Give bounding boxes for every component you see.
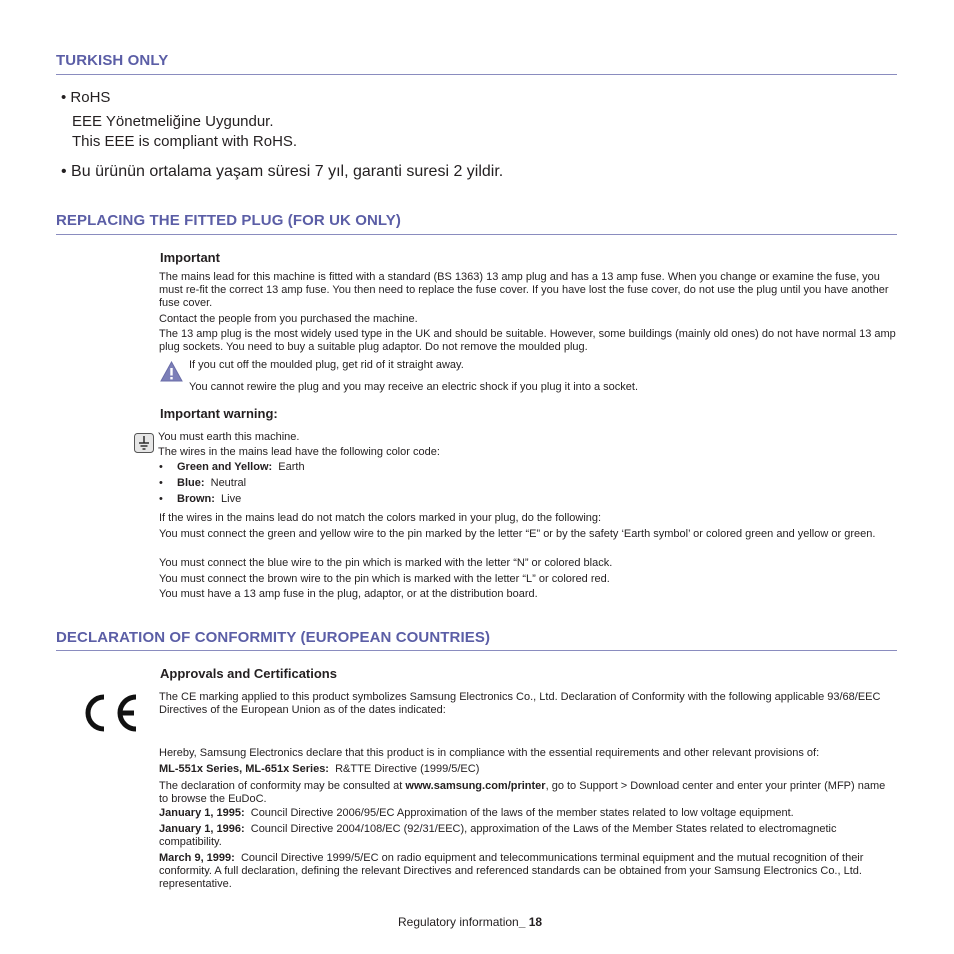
section-heading-uk-plug: REPLACING THE FITTED PLUG (FOR UK ONLY)	[56, 212, 402, 229]
footer-label: Regulatory information	[398, 915, 519, 929]
directive-1995	[159, 807, 897, 820]
wire-value: Earth	[278, 461, 305, 473]
series-value: R&TTE Directive (1999/5/EC)	[335, 763, 480, 775]
bullet-glyph: •	[159, 477, 163, 489]
wire-label: Green and Yellow:	[177, 461, 273, 473]
section-divider	[56, 74, 897, 75]
ce-mark-icon	[80, 692, 140, 734]
bullet-glyph: •	[159, 461, 163, 473]
important-title: Important	[160, 250, 220, 265]
directive-1996	[159, 823, 897, 849]
ce-text: The CE marking applied to this product symbolizes Samsung Electronics Co., Ltd. Declaration of Conformity with the following applicable 93/68/EEC Directives of the European Union as of the dates indicated:	[159, 691, 881, 716]
approvals-title: Approvals and Certifications	[160, 666, 337, 681]
wire-item	[159, 493, 242, 506]
important-warning-title: Important warning:	[160, 406, 278, 421]
hereby-text: Hereby, Samsung Electronics declare that this product is in compliance with the essential requirements and other relevant provisions of:	[159, 747, 820, 759]
directive-date: January 1, 1995:	[159, 807, 245, 819]
samsung-printer-link[interactable]: www.samsung.com/printer	[405, 780, 546, 792]
wire-label: Brown:	[177, 493, 215, 505]
wire-item	[159, 461, 305, 474]
earth-line: You must earth this machine.	[158, 431, 300, 443]
caution-line-1: If you cut off the moulded plug, get rid of it straight away.	[189, 359, 464, 371]
plug-paragraph-2: Contact the people from you purchased the machine.	[159, 313, 418, 325]
wires-intro: The wires in the mains lead have the following color code:	[158, 446, 440, 458]
directive-1999	[159, 852, 897, 891]
directive-date: January 1, 1996:	[159, 823, 245, 835]
page-number: _ 18	[518, 915, 543, 929]
directive-text: Council Directive 2006/95/EC Approximation of the laws of the member states related to low voltage equipment.	[250, 807, 794, 819]
section-heading-conformity: DECLARATION OF CONFORMITY (EUROPEAN COUNTRIES)	[56, 629, 491, 646]
series-line	[159, 763, 897, 776]
plug-paragraph-3: The 13 amp plug is the most widely used type in the UK and should be suitable. However, some buildings (mainly old ones) do not have normal 13 amp plug sockets. You need to buy a suitable plug adaptor. Do not remove the moulded plug.	[159, 328, 896, 353]
caution-icon	[160, 361, 183, 382]
consult-line	[159, 780, 897, 806]
rohs-title: • RoHS	[61, 89, 111, 106]
plug-paragraph-8: You must have a 13 amp fuse in the plug, adaptor, or at the distribution board.	[159, 588, 538, 600]
page-footer	[398, 915, 542, 929]
series-label: ML-551x Series, ML-651x Series:	[159, 763, 329, 775]
wire-value: Neutral	[210, 477, 247, 489]
plug-paragraph-1: The mains lead for this machine is fitted with a standard (BS 1363) 13 amp plug and has a 13 amp fuse. When you change or examine the fuse, you must re-fit the correct 13 amp fuse. You then need to replace the fuse cover. If you have lost the fuse cover, do not use the plug until you have another fuse cover.	[159, 271, 889, 309]
bullet-glyph: •	[159, 493, 163, 505]
section-heading-turkish: TURKISH ONLY	[56, 52, 169, 69]
caution-line-2: You cannot rewire the plug and you may receive an electric shock if you plug it into a socket.	[189, 381, 639, 393]
rohs-line-turkish: EEE Yönetmeliğine Uygundur.	[72, 113, 274, 130]
directive-date: March 9, 1999:	[159, 852, 235, 864]
wire-label: Blue:	[177, 477, 205, 489]
lifetime-statement: • Bu ürünün ortalama yaşam süresi 7 yıl, garanti suresi 2 yildir.	[61, 163, 504, 180]
plug-paragraph-6: You must connect the blue wire to the pin which is marked with the letter “N” or colored black.	[159, 557, 613, 569]
plug-paragraph-4: If the wires in the mains lead do not match the colors marked in your plug, do the following:	[159, 512, 602, 524]
directive-text: Council Directive 1999/5/EC on radio equipment and telecommunications terminal equipment and the mutual recognition of their conformity. A full declaration, defining the relevant Directives and referenced standards can be obtained from your Samsung Electronics Co., Ltd. representative.	[159, 852, 864, 890]
directive-text: Council Directive 2004/108/EC (92/31/EEC), approximation of the Laws of the Member States related to electromagnetic compatibility.	[159, 823, 837, 848]
section-divider	[56, 234, 897, 235]
plug-paragraph-7: You must connect the brown wire to the pin which is marked with the letter “L” or colored red.	[159, 573, 610, 585]
rohs-line-english: This EEE is compliant with RoHS.	[72, 133, 298, 150]
wire-item	[159, 477, 247, 490]
plug-paragraph-5: You must connect the green and yellow wire to the pin marked by the letter “E” or by the safety ‘Earth symbol’ or colored green and yellow or green.	[159, 528, 876, 540]
section-divider	[56, 650, 897, 651]
consult-prefix: The declaration of conformity may be consulted at	[159, 780, 406, 792]
consult-suffix: , go to Support > Download center and enter your printer (MFP) name to browse the EuDoC.	[159, 780, 886, 805]
wire-value: Live	[221, 493, 242, 505]
earth-icon	[134, 433, 154, 453]
